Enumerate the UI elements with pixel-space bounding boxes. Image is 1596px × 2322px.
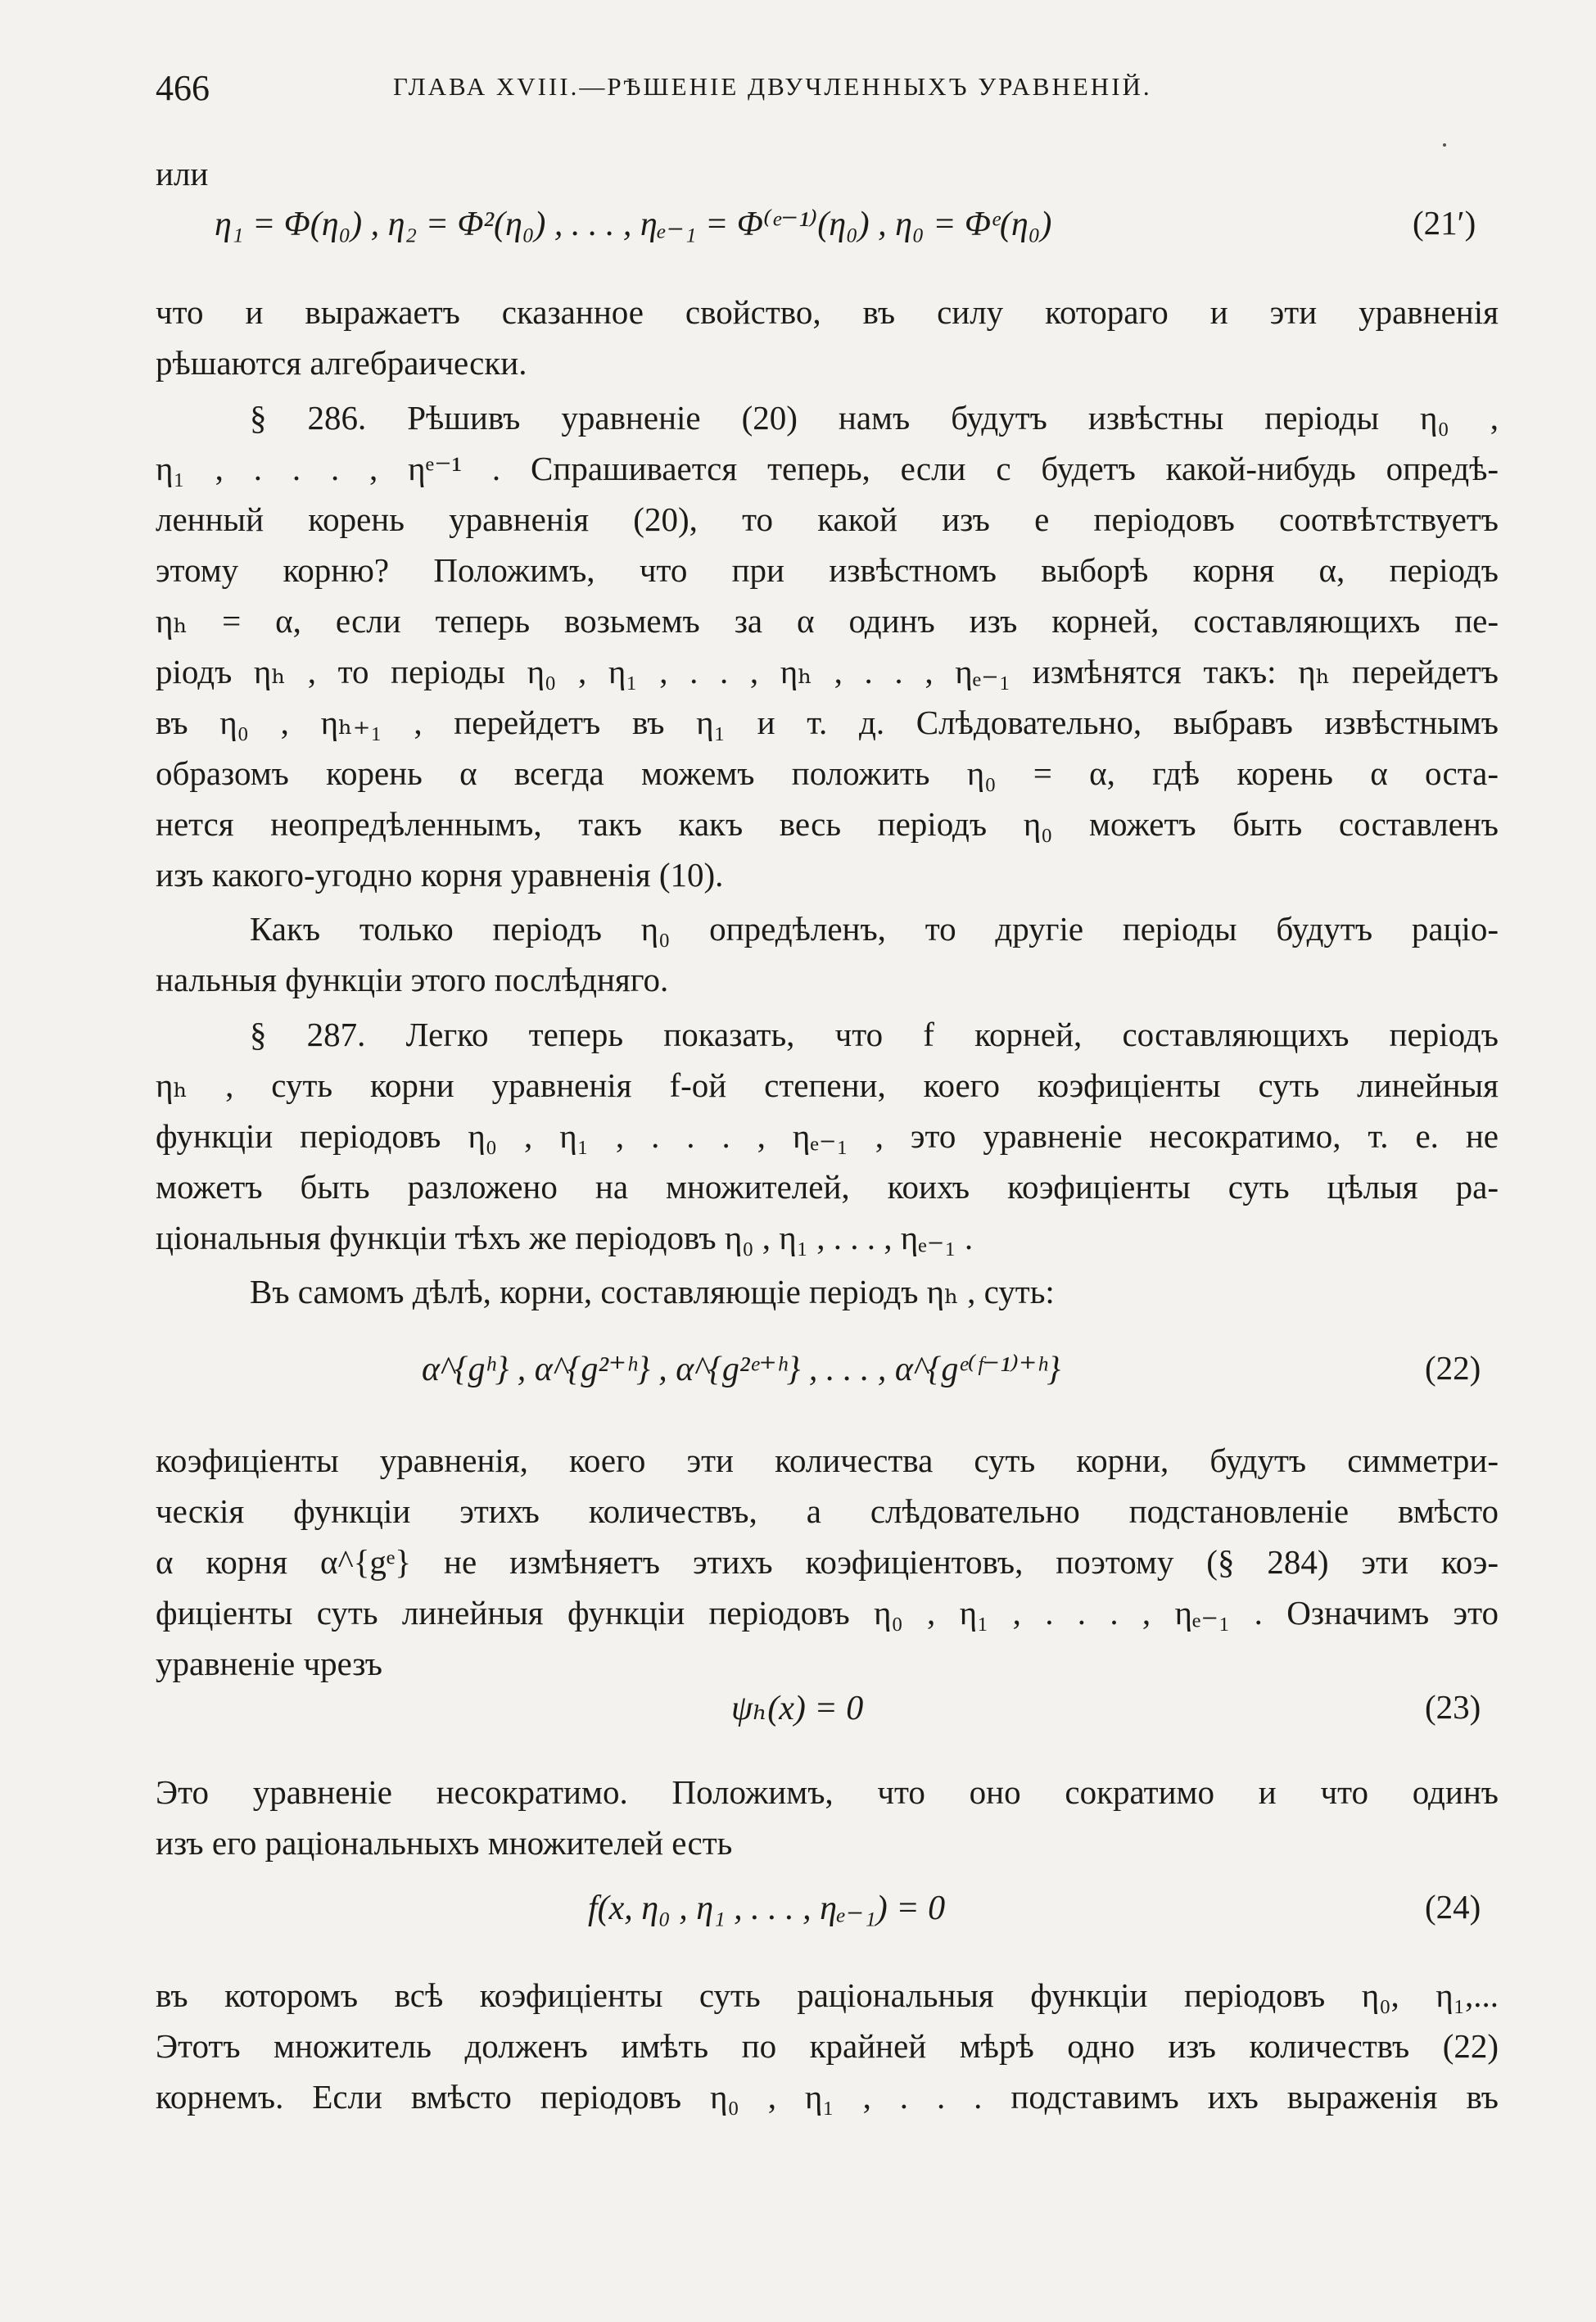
text-line: ηₕ = α, если теперь возьмемъ за α одинъ изъ корней, составляющихъ пе- (156, 602, 1499, 640)
text-line: α корня α^{gᵉ} не измѣняетъ этихъ коэфиціентовъ, поэтому (§ 284) эти коэ- (156, 1543, 1499, 1581)
page-number: 466 (156, 68, 210, 108)
text-line: фиціенты суть линейныя функціи періодовъ η₀ , η₁ , . . . , ηₑ₋₁ . Означимъ это (156, 1594, 1499, 1632)
equation-number-23: (23) (1425, 1688, 1481, 1726)
page-header (156, 67, 1499, 116)
text-line: Это уравненіе несократимо. Положимъ, что оно сократимо и что одинъ (156, 1773, 1499, 1811)
text-line: рѣшаются алгебраически. (156, 344, 527, 382)
text-line: § 286. Рѣшивъ уравненіе (20) намъ будутъ извѣстны періоды η₀ , (250, 399, 1499, 437)
text-line: въ η₀ , ηₕ₊₁ , перейдетъ въ η₁ и т. д. Слѣдовательно, выбравъ извѣстнымъ (156, 704, 1499, 741)
equation-22: α^{gʰ} , α^{g²⁺ʰ} , α^{g²ᵉ⁺ʰ} , . . . , α^{gᵉ⁽ᶠ⁻¹⁾⁺ʰ} (422, 1351, 1060, 1388)
text-line: Этотъ множитель долженъ имѣть по крайней мѣрѣ одно изъ количествъ (22) (156, 2027, 1499, 2065)
text-line: Въ самомъ дѣлѣ, корни, составляющіе періодъ ηₕ , суть: (250, 1273, 1055, 1310)
text-line: ціональныя функціи тѣхъ же періодовъ η₀ , η₁ , . . . , ηₑ₋₁ . (156, 1219, 974, 1256)
text-line: можетъ быть разложено на множителей, коихъ коэфиціенты суть цѣлыя ра- (156, 1168, 1499, 1206)
equation-21-prime: η₁ = Φ(η₀) , η₂ = Φ²(η₀) , . . . , ηₑ₋₁ = Φ⁽ᵉ⁻¹⁾(η₀) , η₀ = Φᵉ(η₀) (215, 206, 1052, 243)
text-line: нальныя функціи этого послѣдняго. (156, 961, 669, 998)
speck (1443, 143, 1446, 147)
text-line: образомъ корень α всегда можемъ положить η₀ = α, гдѣ корень α оста- (156, 754, 1499, 792)
text-line: корнемъ. Если вмѣсто періодовъ η₀ , η₁ , . . . подставимъ ихъ выраженія въ (156, 2078, 1499, 2116)
text-line: ленный корень уравненія (20), то какой изъ e періодовъ соотвѣтствуетъ (156, 500, 1499, 538)
text-line: Какъ только періодъ η₀ опредѣленъ, то другіе періоды будутъ раціо- (250, 910, 1499, 948)
text-line: ріодъ ηₕ , то періоды η₀ , η₁ , . . , ηₕ , . . , ηₑ₋₁ измѣнятся такъ: ηₕ перейдетъ (156, 653, 1499, 690)
text-line: этому корню? Положимъ, что при извѣстномъ выборѣ корня α, періодъ (156, 551, 1499, 589)
equation-number-24: (24) (1425, 1888, 1481, 1926)
equation-23: ψₕ(x) = 0 (731, 1690, 864, 1727)
equation-number-21-prime: (21′) (1413, 204, 1476, 242)
text-line: или (156, 155, 209, 192)
text-line: коэфиціенты уравненія, коего эти количества суть корни, будутъ симметри- (156, 1442, 1499, 1479)
text-line: функціи періодовъ η₀ , η₁ , . . . , ηₑ₋₁ , это уравненіе несократимо, т. е. не (156, 1117, 1499, 1155)
text-line: изъ какого-угодно корня уравненія (10). (156, 856, 724, 894)
equation-number-22: (22) (1425, 1349, 1481, 1387)
equation-24: f(x, η₀ , η₁ , . . . , ηₑ₋₁) = 0 (588, 1890, 946, 1927)
text-line: уравненіе чрезъ (156, 1645, 382, 1682)
text-line: въ которомъ всѣ коэфиціенты суть раціональныя функціи періодовъ η₀, η₁,... (156, 1976, 1499, 2014)
text-line: что и выражаетъ сказанное свойство, въ силу котораго и эти уравненія (156, 293, 1499, 331)
text-line: ческія функціи этихъ количествъ, а слѣдовательно подстановленіе вмѣсто (156, 1492, 1499, 1530)
text-line: ηₕ , суть корни уравненія f-ой степени, коего коэфиціенты суть линейныя (156, 1066, 1499, 1104)
text-line: § 287. Легко теперь показать, что f корней, составляющихъ періодъ (250, 1016, 1499, 1053)
running-title: ГЛАВА XVIII.—РѢШЕНІЕ ДВУЧЛЕННЫХЪ УРАВНЕНІЙ. (393, 72, 1152, 101)
text-line: нется неопредѣленнымъ, такъ какъ весь періодъ η₀ можетъ быть составленъ (156, 805, 1499, 843)
text-line: η₁ , . . . , ηᵉ⁻¹ . Спрашивается теперь, если c будетъ какой-нибудь опредѣ- (156, 450, 1499, 487)
text-line: изъ его раціональныхъ множителей есть (156, 1824, 733, 1862)
